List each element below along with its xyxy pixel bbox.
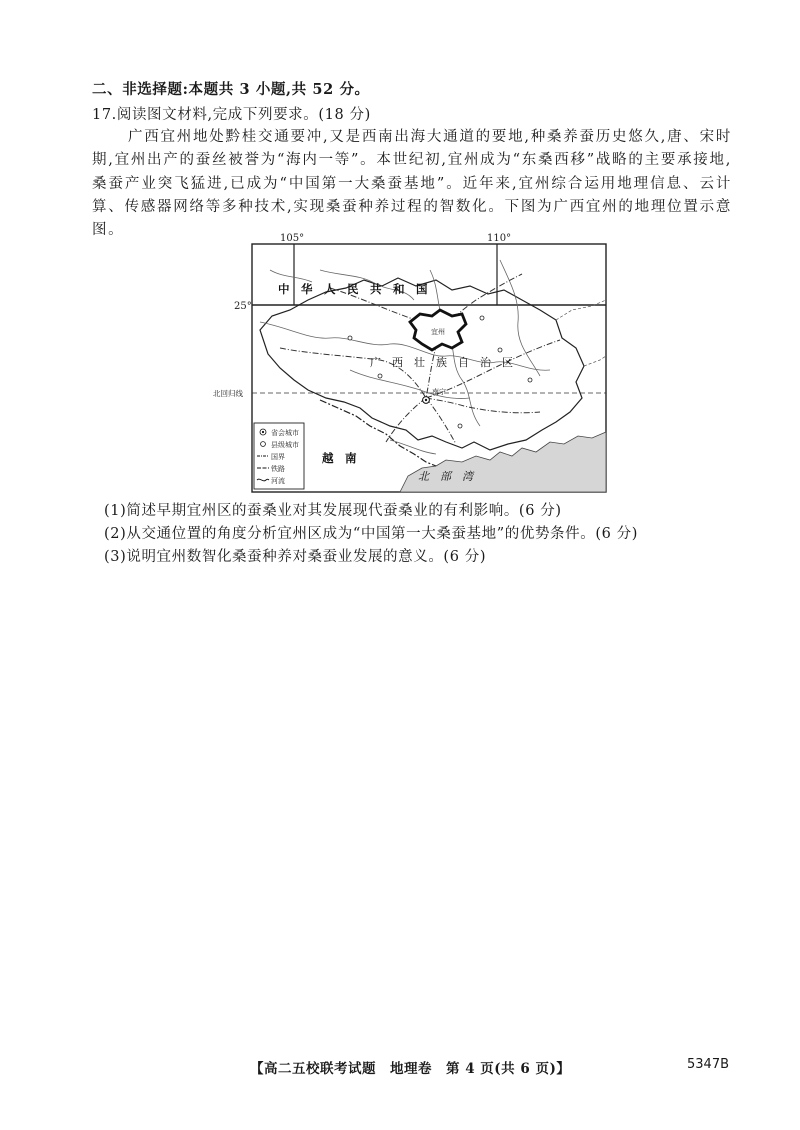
- subquestion-1: (1)简述早期宜州区的蚕桑业对其发展现代蚕桑业的有利影响。(6 分): [104, 503, 562, 519]
- lat-25-label: 25°: [234, 301, 252, 312]
- legend-river-label: 河流: [271, 477, 285, 485]
- footer-page-info: 【高二五校联考试题 地理卷 第 4 页(共 6 页)】: [250, 1061, 571, 1077]
- lon-105-label: 105°: [280, 233, 305, 244]
- lon-110-label: 110°: [487, 233, 512, 244]
- question-paragraph: 广西宜州地处黔桂交通要冲,又是西南出海大通道的要地,种桑养蚕历史悠久,唐、宋时期,宜州出产的蚕丝被誉为“海内一等”。本世纪初,宜州成为“东桑西移”战略的主要承接地,桑蚕产业突飞猛进,已成为“中国第一大桑蚕基地”。近年来,宜州综合运用地理信息、云计算、传感器网络等多种技术,实现桑蚕种养过程的智数化。下图为广西宜州的地理位置示意图。: [92, 129, 732, 239]
- legend-county-icon: [261, 442, 266, 447]
- location-map: [200, 230, 620, 496]
- guangxi-label: 广 西 壮 族 自 治 区: [370, 356, 513, 369]
- vietnam-label: 越 南: [322, 451, 357, 465]
- nanning-marker-dot: [425, 399, 427, 401]
- footer-exam-code: 5347B: [687, 1057, 730, 1072]
- subquestion-3: (3)说明宜州数智化桑蚕种养对桑蚕业发展的意义。(6 分): [104, 549, 487, 565]
- question-header: 17.阅读图文材料,完成下列要求。(18 分): [92, 107, 371, 123]
- map-legend: [254, 423, 304, 489]
- nanning-label: 南宁: [432, 388, 446, 396]
- legend-county-label: 县级城市: [271, 441, 299, 449]
- legend-railway-label: 铁路: [271, 465, 285, 473]
- legend-border-label: 国界: [271, 453, 285, 461]
- subquestion-2: (2)从交通位置的角度分析宜州区成为“中国第一大桑蚕基地”的优势条件。(6 分): [104, 526, 639, 542]
- gulf-label: 北 部 湾: [418, 470, 473, 483]
- china-label: 中 华 人 民 共 和 国: [278, 282, 428, 296]
- tropic-label: 北回归线: [213, 389, 243, 398]
- yizhou-label: 宜州: [431, 328, 445, 336]
- legend-capital-label: 省会城市: [271, 429, 299, 437]
- section-title: 二、非选择题:本题共 3 小题,共 52 分。: [92, 81, 370, 98]
